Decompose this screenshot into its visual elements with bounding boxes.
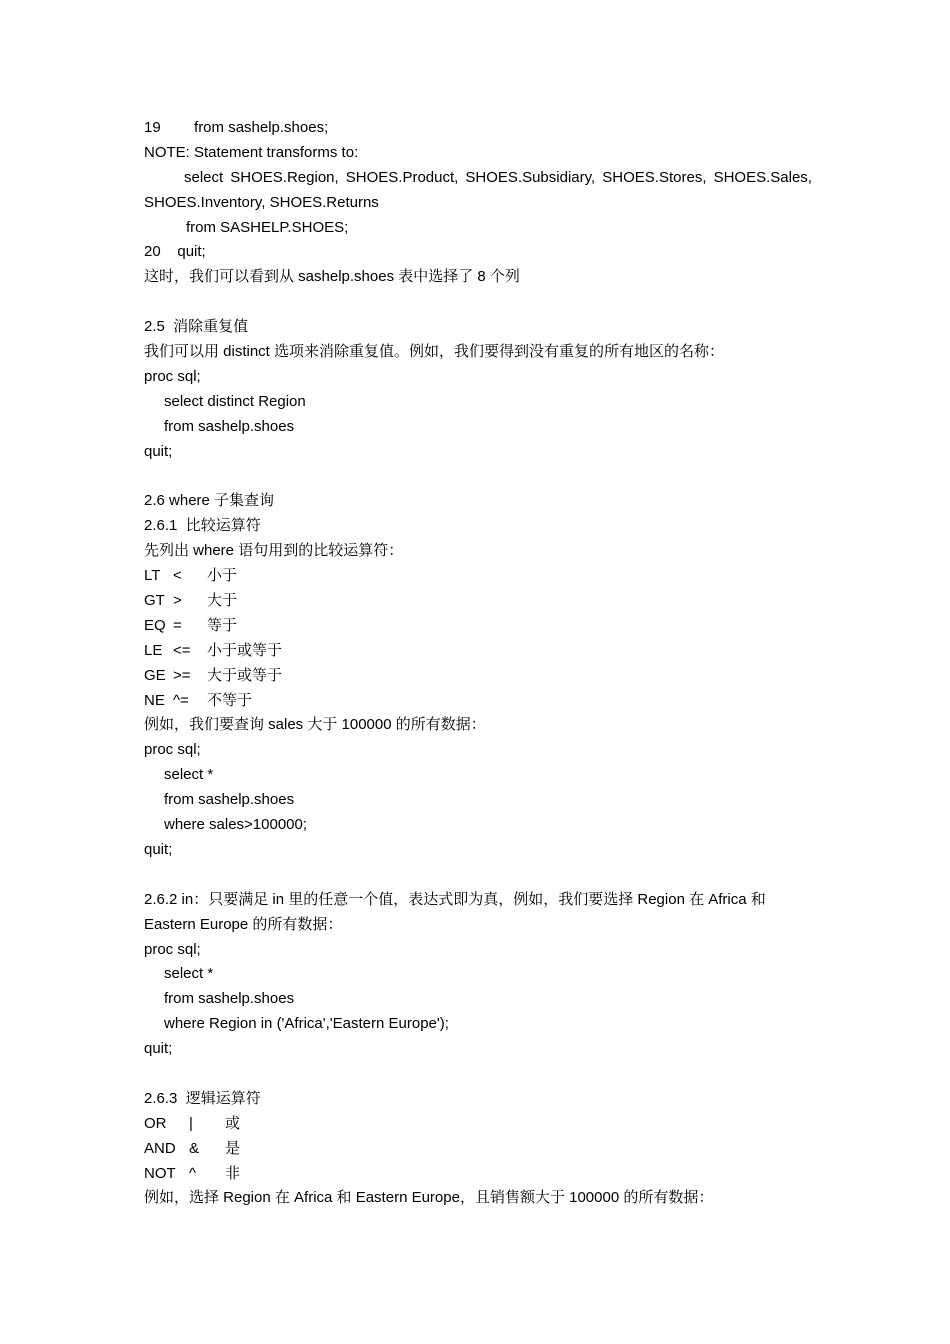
- operator-symbol: <=: [173, 641, 191, 659]
- operator-code: AND: [144, 1139, 176, 1157]
- operator-row: [144, 1162, 240, 1187]
- log-select-continued: SHOES.Inventory, SHOES.Returns: [144, 193, 379, 211]
- select-col-subsidiary: SHOES.Subsidiary,: [465, 168, 596, 186]
- spacer: [144, 290, 812, 315]
- operator-meaning: 小于或等于: [207, 641, 283, 659]
- operator-code: GT: [144, 591, 165, 609]
- code-line: where Region in ('Africa','Eastern Europe');: [164, 1015, 449, 1033]
- code-line: from sashelp.shoes: [164, 417, 295, 435]
- operator-code: LT: [144, 567, 161, 585]
- operator-symbol: >=: [173, 666, 191, 684]
- operator-code: OR: [144, 1114, 167, 1132]
- code-line: quit;: [144, 1040, 173, 1058]
- operator-meaning: 大于: [207, 591, 238, 609]
- code-line: proc sql;: [144, 940, 201, 958]
- code-line: select *: [164, 766, 214, 784]
- section-2-6-3-heading: 2.6.3 逻辑运算符: [144, 1089, 261, 1107]
- log-note: NOTE: Statement transforms to:: [144, 143, 359, 161]
- code-line: proc sql;: [144, 741, 201, 759]
- code-line: where sales>100000;: [164, 816, 308, 834]
- operator-meaning: 或: [225, 1114, 241, 1132]
- operator-row: [144, 664, 282, 689]
- code-line: quit;: [144, 840, 173, 858]
- section-2-6-3-example: 例如，选择 Region 在 Africa 和 Eastern Europe，且销售额大于 100000 的所有数据：: [144, 1189, 714, 1207]
- operator-meaning: 非: [225, 1164, 241, 1182]
- section-2-5-desc: 我们可以用 distinct 选项来消除重复值。例如，我们要得到没有重复的所有地区的名称：: [144, 343, 725, 361]
- operator-symbol: >: [173, 591, 182, 609]
- section-2-6-1-example: 例如，我们要查询 sales 大于 100000 的所有数据：: [144, 716, 486, 734]
- operator-code: NOT: [144, 1164, 176, 1182]
- code-line: select *: [164, 965, 214, 983]
- operator-symbol: &: [189, 1139, 200, 1157]
- operator-symbol: ^: [189, 1164, 197, 1182]
- code-line: from sashelp.shoes: [164, 791, 295, 809]
- operator-code: GE: [144, 666, 166, 684]
- comparison-operator-list: [144, 564, 282, 713]
- select-col-stores: SHOES.Stores,: [602, 168, 707, 186]
- operator-row: [144, 614, 282, 639]
- logical-operator-list: [144, 1112, 240, 1187]
- operator-meaning: 等于: [207, 616, 238, 634]
- operator-row: [144, 1112, 240, 1137]
- operator-symbol: |: [189, 1114, 193, 1132]
- section-2-6-1-heading: 2.6.1 比较运算符: [144, 517, 261, 535]
- operator-row: [144, 689, 282, 714]
- operator-row: [144, 564, 282, 589]
- code-line: proc sql;: [144, 367, 201, 385]
- code-line: quit;: [144, 442, 173, 460]
- code-line: from sashelp.shoes: [164, 990, 295, 1008]
- log-from: from SASHELP.SHOES;: [186, 218, 349, 236]
- log-summary: 这时，我们可以看到从 sashelp.shoes 表中选择了 8 个列: [144, 268, 520, 286]
- log-select-columns: [144, 166, 812, 191]
- operator-meaning: 是: [225, 1139, 241, 1157]
- operator-row: [144, 1137, 240, 1162]
- select-col-product: SHOES.Product,: [345, 168, 459, 186]
- operator-row: [144, 589, 282, 614]
- operator-symbol: <: [173, 567, 182, 585]
- section-2-6-heading: 2.6 where 子集查询: [144, 492, 275, 510]
- operator-symbol: ^=: [173, 691, 189, 709]
- operator-row: [144, 639, 282, 664]
- operator-code: EQ: [144, 616, 166, 634]
- section-2-5-heading: 2.5 消除重复值: [144, 318, 249, 336]
- operator-meaning: 小于: [207, 567, 238, 585]
- operator-meaning: 大于或等于: [207, 666, 283, 684]
- section-2-6-2-paragraph: 2.6.2 in：只要满足 in 里的任意一个值，表达式即为真，例如，我们要选择 Region 在 Africa 和 Eastern Europe 的所有数据：: [144, 890, 766, 933]
- select-keyword: select: [184, 168, 224, 186]
- log-line-20: 20 quit;: [144, 243, 206, 261]
- document-page: [144, 116, 812, 1211]
- select-col-region: SHOES.Region,: [230, 168, 339, 186]
- operator-code: LE: [144, 641, 163, 659]
- spacer: [144, 863, 812, 888]
- log-line-19: 19 from sashelp.shoes;: [144, 119, 329, 136]
- spacer: [144, 464, 812, 489]
- section-2-6-1-intro: 先列出 where 语句用到的比较运算符：: [144, 542, 404, 560]
- operator-code: NE: [144, 691, 165, 709]
- code-line: select distinct Region: [164, 392, 306, 410]
- spacer: [144, 1062, 812, 1087]
- operator-symbol: =: [173, 616, 182, 634]
- select-col-sales: SHOES.Sales,: [713, 168, 812, 186]
- operator-meaning: 不等于: [207, 691, 253, 709]
